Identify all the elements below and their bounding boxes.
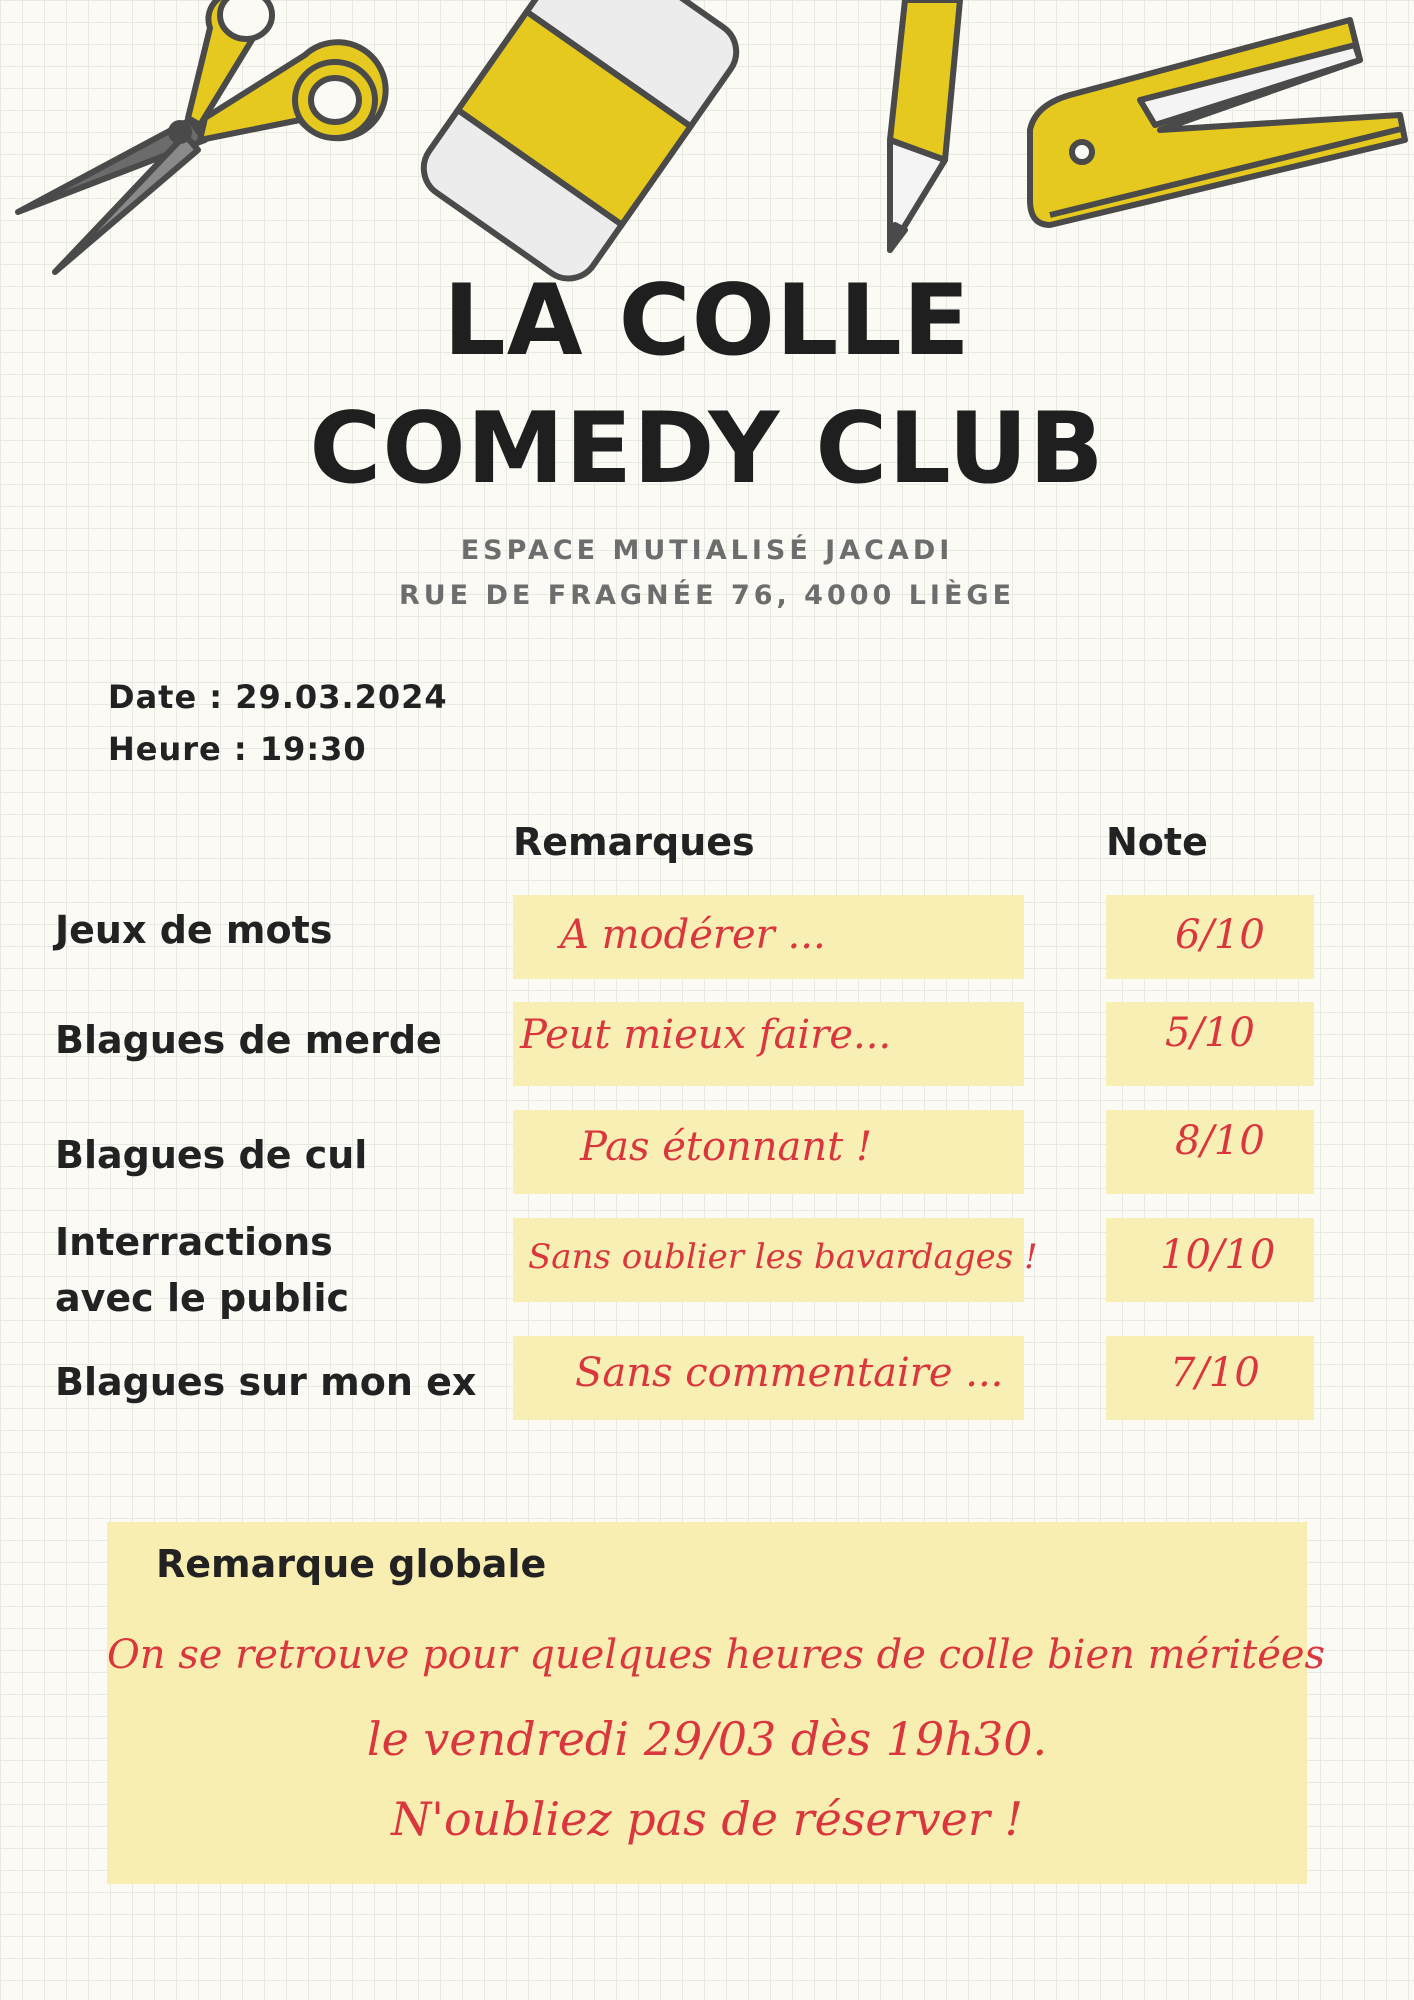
stapler-icon: [1030, 20, 1405, 225]
note-text: 6/10: [1175, 912, 1265, 958]
event-date: Date : 29.03.2024: [108, 678, 448, 716]
venue-address: RUE DE FRAGNÉE 76, 4000 LIÈGE: [398, 580, 1016, 611]
summary-line-3: N'oubliez pas de réserver !: [391, 1792, 1023, 1846]
note-text: 10/10: [1160, 1232, 1276, 1278]
remark-text: Sans oublier les bavardages !: [528, 1237, 1038, 1277]
venue-name: ESPACE MUTIALISÉ JACADI: [460, 535, 954, 566]
page-title-line-2: COMEDY CLUB: [309, 392, 1105, 506]
remark-text: Sans commentaire ...: [575, 1350, 1004, 1396]
category-label: Blagues sur mon ex: [55, 1360, 477, 1404]
category-label: Blagues de cul: [55, 1133, 368, 1177]
pencil-icon: [890, 0, 960, 250]
category-label: Jeux de mots: [55, 908, 333, 952]
category-label-line-2: avec le public: [55, 1276, 349, 1320]
scissors-icon: [18, 0, 386, 272]
event-time: Heure : 19:30: [108, 730, 367, 768]
stationery-illustrations: [0, 0, 1414, 300]
remark-text: Peut mieux faire...: [520, 1012, 892, 1058]
page-title-line-1: LA COLLE: [443, 264, 971, 378]
summary-line-1: On se retrouve pour quelques heures de colle bien méritées: [107, 1632, 1326, 1678]
remark-text: Pas étonnant !: [580, 1124, 873, 1170]
category-label-line-1: Interractions: [55, 1220, 333, 1264]
note-column-header: Note: [1106, 820, 1208, 864]
note-text: 7/10: [1170, 1350, 1260, 1396]
summary-title: Remarque globale: [156, 1542, 547, 1586]
eraser-icon: [412, 0, 748, 290]
summary-line-2: le vendredi 29/03 dès 19h30.: [366, 1712, 1048, 1766]
note-text: 8/10: [1175, 1118, 1265, 1164]
remarks-column-header: Remarques: [513, 820, 755, 864]
remark-text: A modérer ...: [560, 912, 826, 958]
note-text: 5/10: [1165, 1010, 1255, 1056]
category-label: Blagues de merde: [55, 1018, 442, 1062]
